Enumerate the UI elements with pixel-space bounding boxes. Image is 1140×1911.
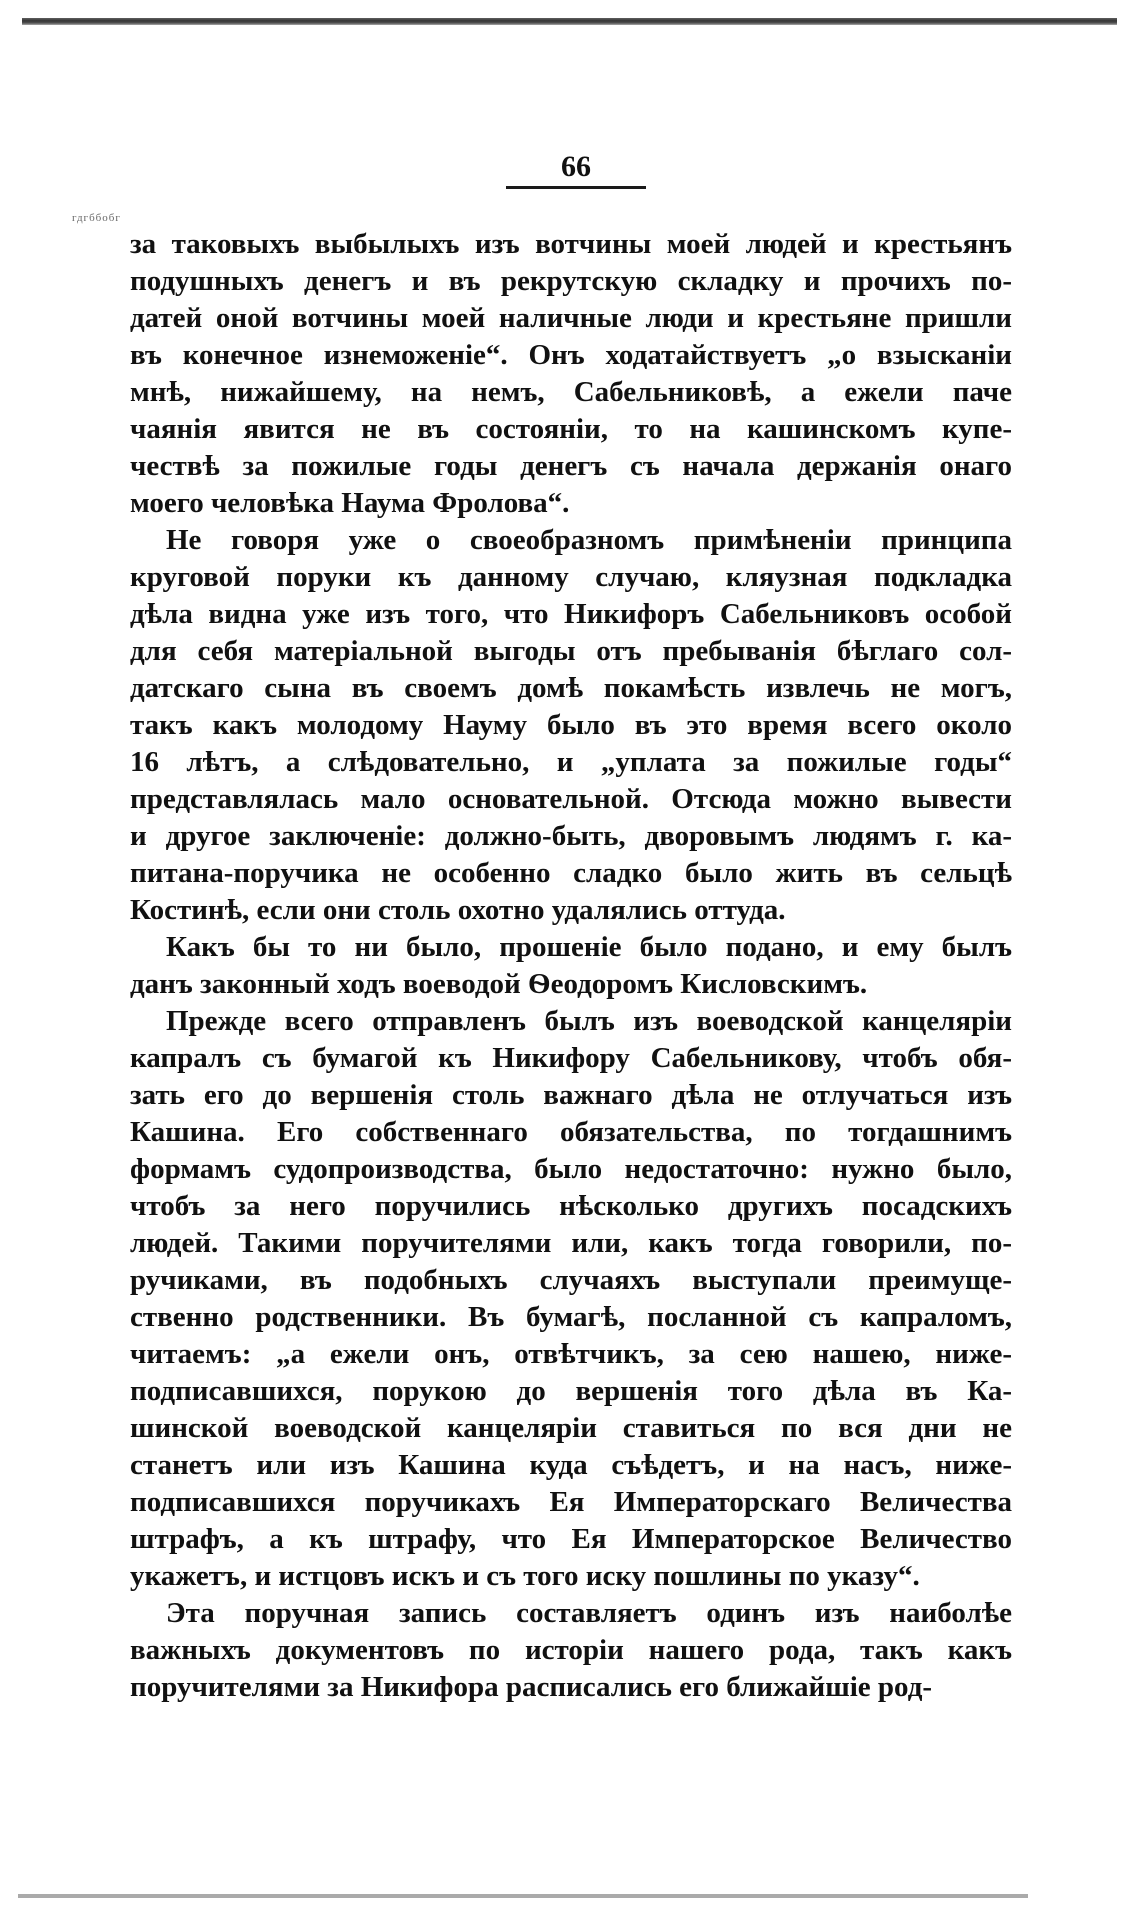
margin-note: гдгббобг — [72, 212, 121, 224]
text-line: Не говоря уже о своеобразномъ примѣненіи принципа — [166, 524, 1012, 556]
page-number-rule — [506, 186, 646, 189]
text-line: моего человѣка Наума Фролова“. — [130, 487, 570, 519]
text-line: представлялась мало основательной. Отсюда можно вывести — [130, 783, 1012, 815]
text-line: въ конечное изнеможеніе“. Онъ ходатайствуетъ „о взысканіи — [130, 339, 1012, 371]
text-line: зать его до вершенія столь важнаго дѣла не отлучаться изъ — [130, 1079, 1012, 1111]
bottom-scan-edge — [18, 1894, 1028, 1898]
text-line: подписавшихся поручикахъ Ея Императорскаго Величества — [130, 1486, 1012, 1518]
text-line: 16 лѣтъ, а слѣдовательно, и „уплата за пожилые годы“ — [130, 746, 1012, 778]
text-line: важныхъ документовъ по исторіи нашего рода, такъ какъ — [130, 1634, 1012, 1666]
text-line: чаянія явится не въ состояніи, то на кашинскомъ купе- — [130, 413, 1012, 445]
page-number: 66 — [561, 150, 591, 183]
text-line: Костинѣ, если они столь охотно удалялись оттуда. — [130, 894, 786, 926]
text-line: данъ законный ходъ воеводой Ѳеодоромъ Кисловскимъ. — [130, 968, 868, 1000]
text-line: читаемъ: „а ежели онъ, отвѣтчикъ, за сею нашею, ниже- — [130, 1338, 1012, 1370]
text-line: и другое заключеніе: должно-быть, дворовымъ людямъ г. ка- — [130, 820, 1012, 852]
text-line: укажетъ, и истцовъ искъ и съ того иску пошлины по указу“. — [130, 1560, 920, 1592]
text-line: поручителями за Никифора расписались его ближайшіе род- — [130, 1671, 933, 1703]
text-line: круговой поруки къ данному случаю, кляузная подкладка — [130, 561, 1012, 593]
text-line: мнѣ, нижайшему, на немъ, Сабельниковѣ, а ежели паче — [130, 376, 1012, 408]
text-line: за таковыхъ выбылыхъ изъ вотчины моей людей и крестьянъ — [130, 228, 1012, 260]
text-line: ственно родственники. Въ бумагѣ, посланной съ капраломъ, — [130, 1301, 1012, 1333]
text-line: датей оной вотчины моей наличные люди и крестьяне пришли — [130, 302, 1012, 334]
text-line: подписавшихся, порукою до вершенія того дѣла въ Ка- — [130, 1375, 1012, 1407]
text-line: Какъ бы то ни было, прошеніе было подано, и ему былъ — [166, 931, 1012, 963]
text-line: подушныхъ денегъ и въ рекрутскую складку и прочихъ по- — [130, 265, 1012, 297]
text-line: дѣла видна уже изъ того, что Никифоръ Сабельниковъ особой — [130, 598, 1012, 630]
text-line: такъ какъ молодому Науму было въ это время всего около — [130, 709, 1012, 741]
text-line: питана-поручика не особенно сладко было жить въ сельцѣ — [130, 857, 1012, 889]
text-line: формамъ судопроизводства, было недостаточно: нужно было, — [130, 1153, 1012, 1185]
text-line: Эта поручная запись составляетъ одинъ изъ наиболѣе — [166, 1597, 1012, 1629]
text-line: датскаго сына въ своемъ домѣ покамѣсть извлечь не могъ, — [130, 672, 1012, 704]
text-line: станетъ или изъ Кашина куда съѣдетъ, и на насъ, ниже- — [130, 1449, 1012, 1481]
text-line: Прежде всего отправленъ былъ изъ воеводской канцеляріи — [166, 1005, 1012, 1037]
text-line: Кашина. Его собственнаго обязательства, по тогдашнимъ — [130, 1116, 1012, 1148]
text-line: шинской воеводской канцеляріи ставиться по вся дни не — [130, 1412, 1012, 1444]
text-line: штрафъ, а къ штрафу, что Ея Императорское Величество — [130, 1523, 1012, 1555]
text-line: чествѣ за пожилые годы денегъ съ начала держанія онаго — [130, 450, 1012, 482]
text-line: ручиками, въ подобныхъ случаяхъ выступали преимуще- — [130, 1264, 1012, 1296]
body-text — [130, 226, 1012, 1706]
text-line: чтобъ за него поручились нѣсколько другихъ посадскихъ — [130, 1190, 1012, 1222]
top-scan-edge — [22, 18, 1117, 25]
text-line: для себя матеріальной выгоды отъ пребыванія бѣглаго сол- — [130, 635, 1012, 667]
text-line: людей. Такими поручителями или, какъ тогда говорили, по- — [130, 1227, 1012, 1259]
text-line: капралъ съ бумагой къ Никифору Сабельникову, чтобъ обя- — [130, 1042, 1012, 1074]
